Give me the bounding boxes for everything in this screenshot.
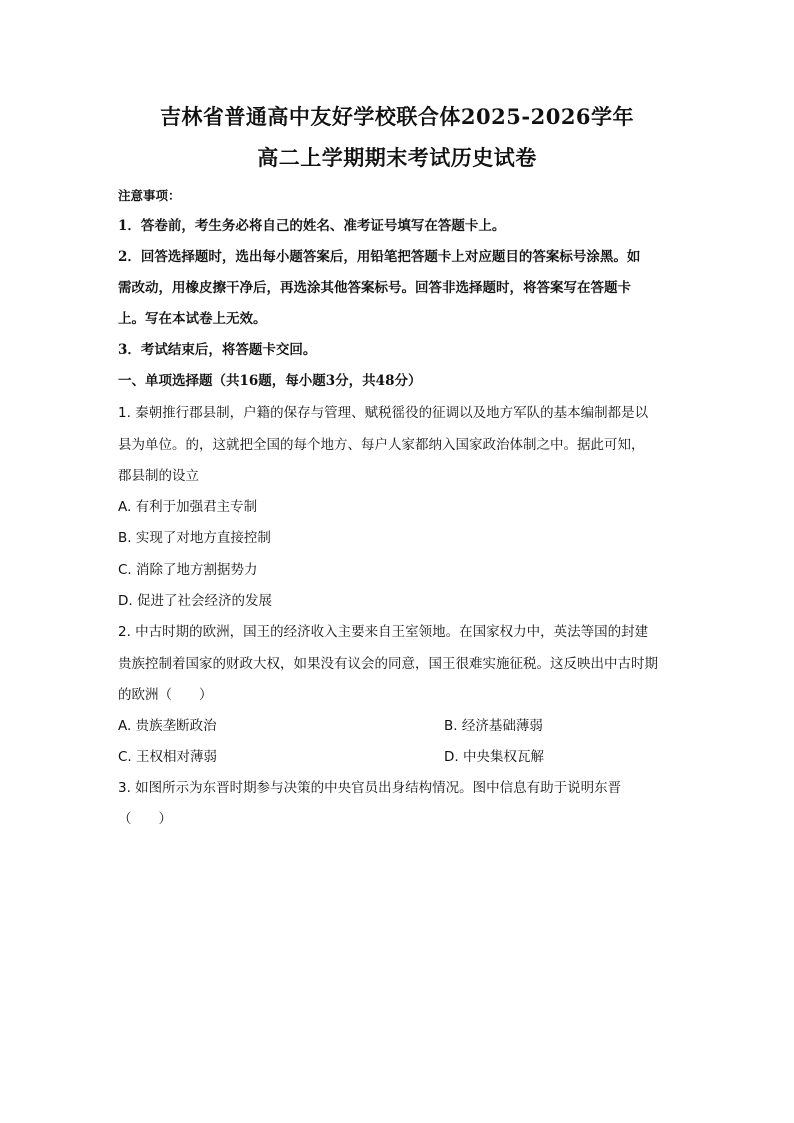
question-2-option-d: D. 中央集权瓦解 bbox=[444, 749, 544, 765]
question-3-line1: 3. 如图所示为东晋时期参与决策的中央官员出身结构情况。图中信息有助于说明东晋 bbox=[118, 780, 622, 796]
notice-item-2-line3: 上。写在本试卷上无效。 bbox=[118, 311, 267, 327]
question-1-option-a: A. 有利于加强君主专制 bbox=[118, 499, 258, 515]
question-2-option-b: B. 经济基础薄弱 bbox=[444, 718, 543, 734]
section-heading: 一、单项选择题（共16题，每小题3分，共48分） bbox=[118, 373, 422, 389]
question-1-option-d: D. 促进了社会经济的发展 bbox=[118, 593, 272, 609]
notice-item-3: 3．考试结束后，将答题卡交回。 bbox=[118, 342, 317, 358]
question-1-option-b: B. 实现了对地方直接控制 bbox=[118, 530, 271, 546]
exam-title-line2: 高二上学期期末考试历史试卷 bbox=[257, 145, 537, 170]
notice-heading: 注意事项： bbox=[118, 188, 181, 203]
question-3-line2: （ ） bbox=[118, 811, 172, 827]
question-2-line3: 的欧洲（ ） bbox=[118, 687, 213, 703]
exam-title-line1: 吉林省普通高中友好学校联合体2025-2026学年 bbox=[159, 104, 635, 129]
notice-item-1: 1．答卷前，考生务必将自己的姓名、准考证号填写在答题卡上。 bbox=[118, 218, 506, 234]
notice-item-2-line1: 2．回答选择题时，选出每小题答案后，用铅笔把答题卡上对应题目的答案标号涂黑。如 bbox=[118, 249, 641, 265]
question-1-option-c: C. 消除了地方割据势力 bbox=[118, 562, 258, 578]
notice-item-2-line2: 需改动，用橡皮擦干净后，再选涂其他答案标号。回答非选择题时，将答案写在答题卡 bbox=[118, 280, 631, 296]
question-1-line3: 郡县制的设立 bbox=[118, 468, 199, 484]
question-1-line1: 1. 秦朝推行郡县制，户籍的保存与管理、赋税徭役的征调以及地方军队的基本编制都是以 bbox=[118, 405, 649, 421]
question-2-option-a: A. 贵族垄断政治 bbox=[118, 718, 217, 734]
question-2-line2: 贵族控制着国家的财政大权，如果没有议会的同意，国王很难实施征税。这反映出中古时期 bbox=[118, 656, 658, 672]
question-2-option-c: C. 王权相对薄弱 bbox=[118, 749, 218, 765]
question-2-line1: 2. 中古时期的欧洲，国王的经济收入主要来自王室领地。在国家权力中，英法等国的封建 bbox=[118, 624, 649, 640]
question-1-line2: 县为单位。的，这就把全国的每个地方、每户人家都纳入国家政治体制之中。据此可知， bbox=[118, 437, 645, 453]
